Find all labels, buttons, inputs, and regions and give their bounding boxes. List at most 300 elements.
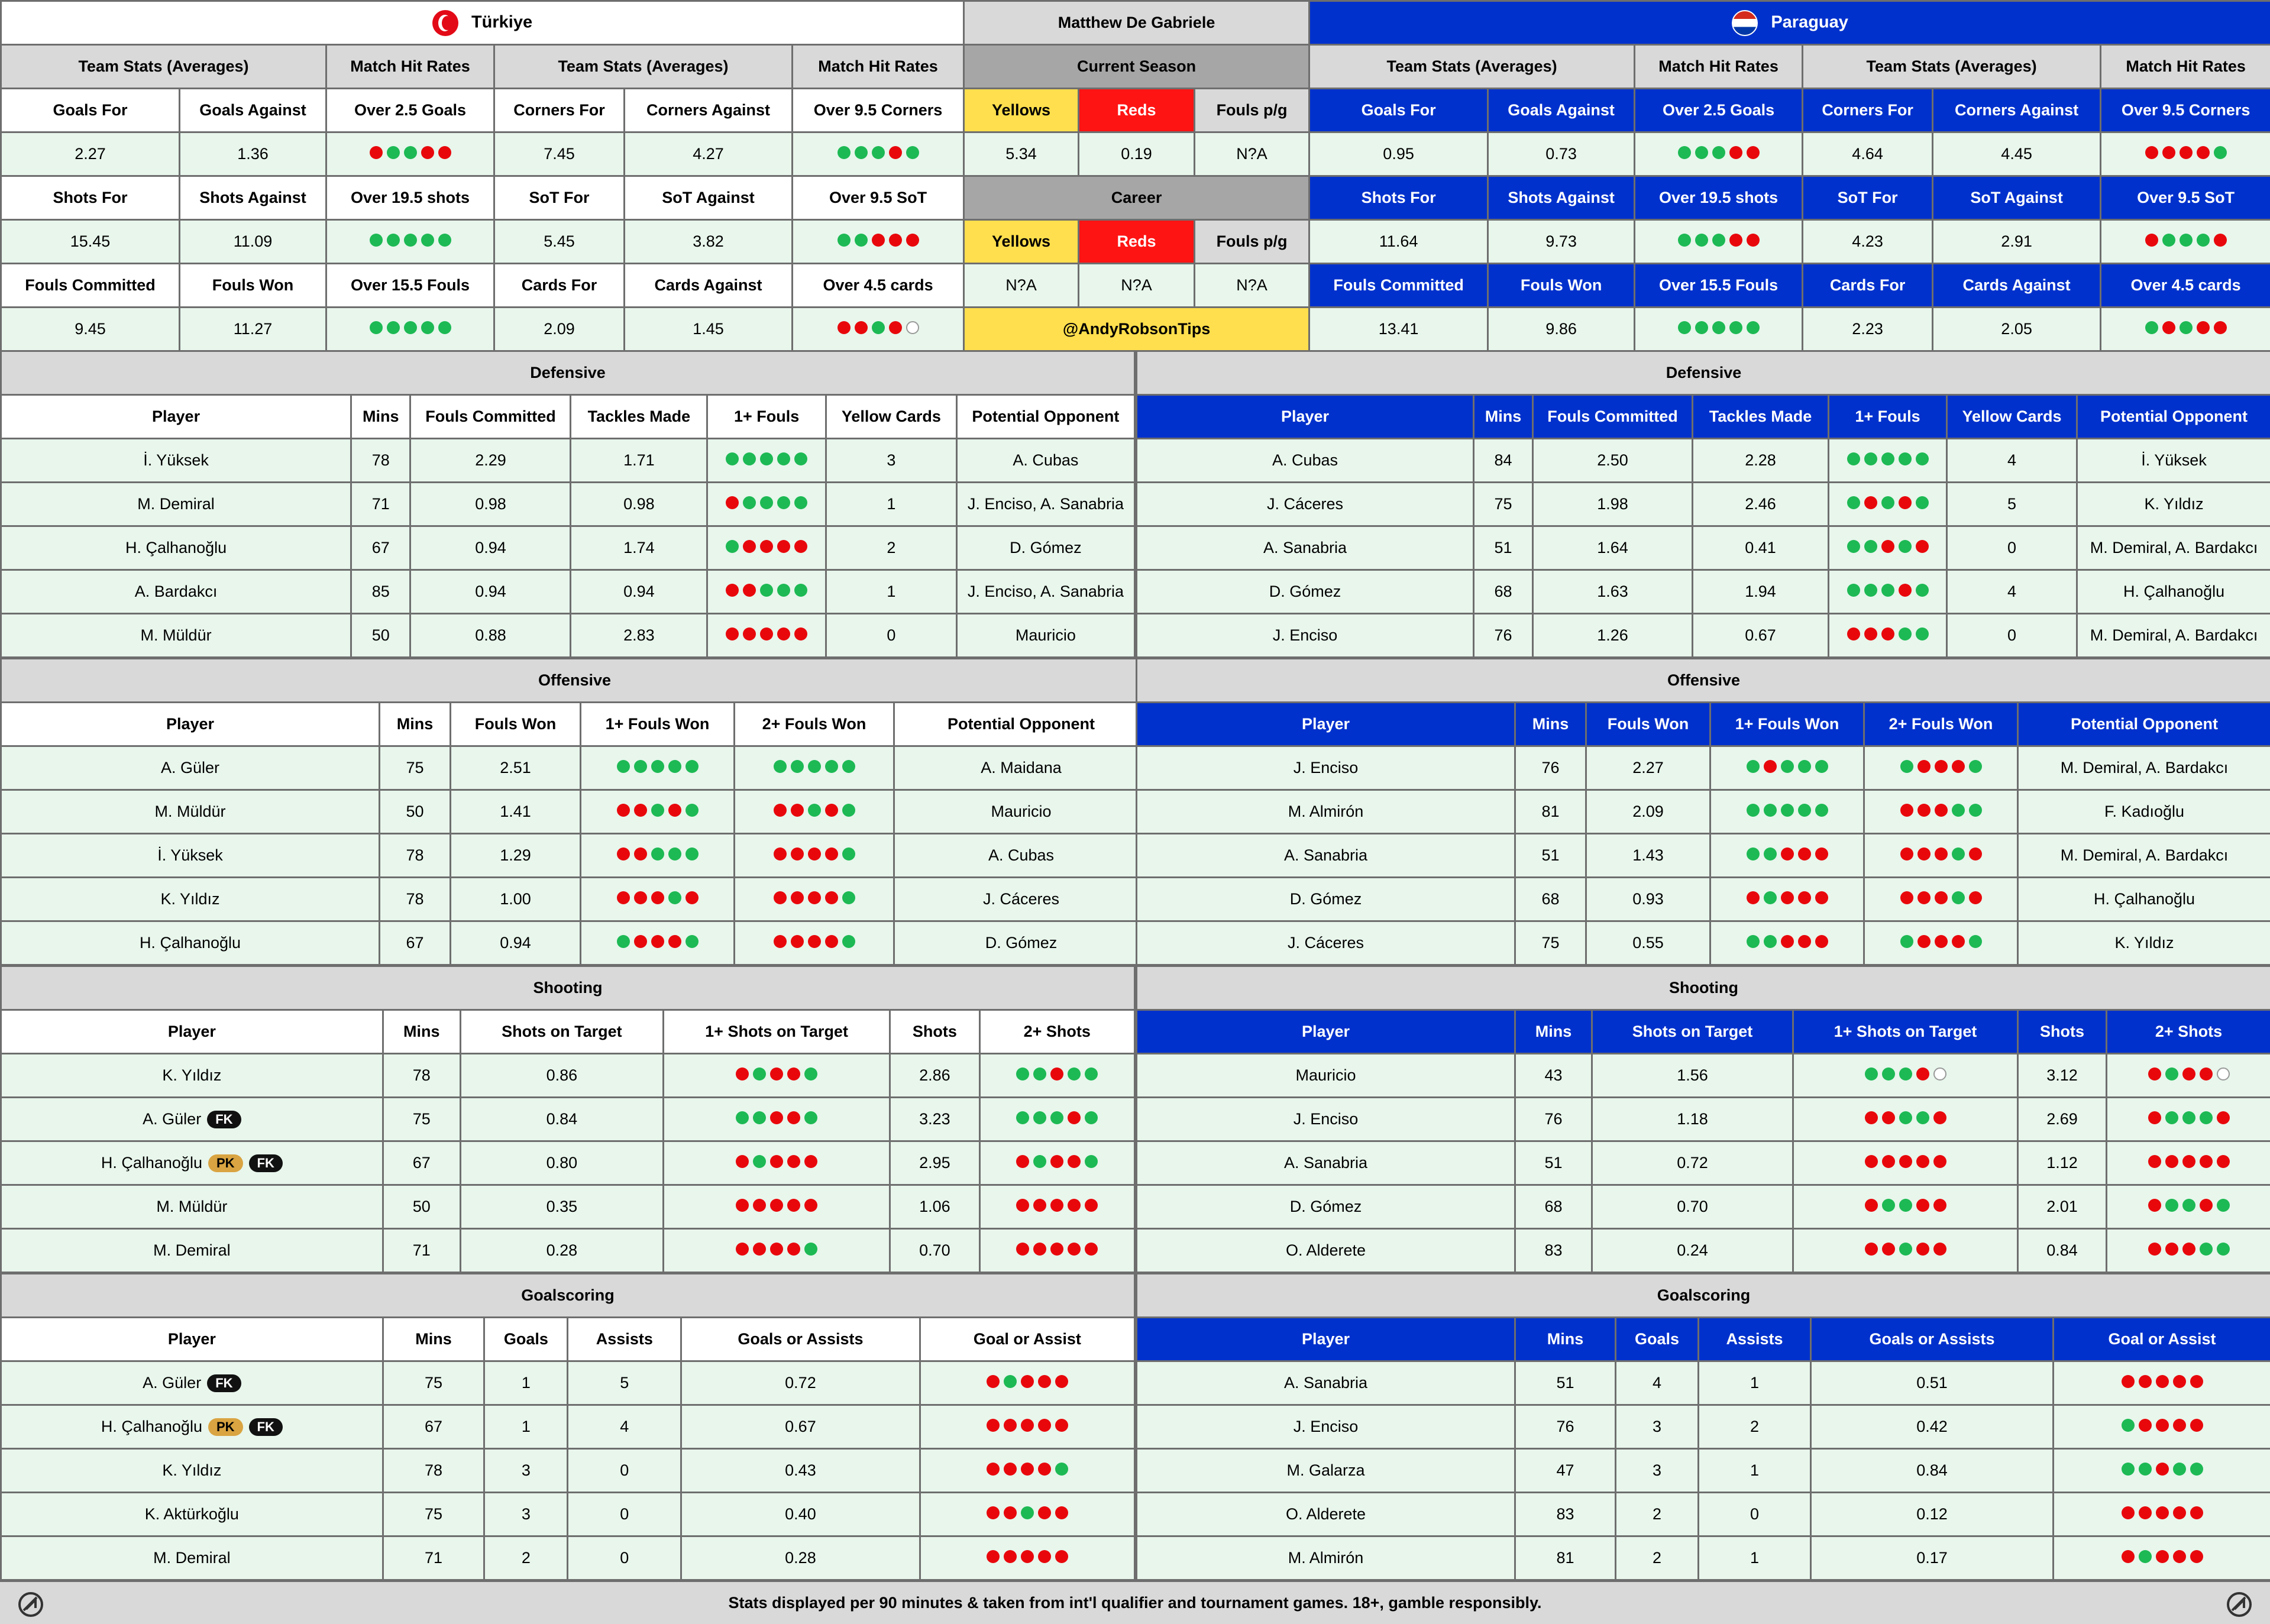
hit-rate-dots (726, 584, 807, 597)
away-stat-label: Fouls Won (1488, 264, 1635, 308)
red-dot (1068, 1155, 1081, 1168)
red-dot (1882, 1243, 1895, 1256)
red-dot (889, 146, 902, 159)
green-dot (1900, 760, 1913, 773)
hit-rate-dots (2145, 234, 2227, 247)
column-header: Shots on Target (1592, 1010, 1793, 1054)
red-dot (2173, 1419, 2186, 1432)
green-dot (1899, 1067, 1912, 1080)
green-dot (617, 935, 630, 948)
away-offensive-table (1136, 658, 2270, 966)
hit-rate-dots (617, 935, 699, 948)
green-dot (1881, 584, 1894, 597)
red-dot (1916, 1243, 1929, 1256)
turkiye-flag-icon (432, 10, 458, 36)
green-dot (791, 760, 804, 773)
stats-header-row (1, 264, 2270, 308)
column-header-row (1137, 703, 2270, 746)
player-name-cell: J. Cáceres (1137, 921, 1515, 965)
away-stat-value: 11.64 (1309, 220, 1488, 264)
table-row (1137, 1229, 2270, 1273)
red-dot (1900, 847, 1913, 860)
green-dot (777, 584, 790, 597)
red-dot (787, 1067, 800, 1080)
stat-cell: 68 (1515, 878, 1586, 921)
stat-cell: 67 (380, 921, 451, 965)
red-dot (2165, 1243, 2178, 1256)
stat-cell: 0.35 (460, 1185, 663, 1229)
table-row (1, 1449, 1135, 1493)
red-dot (1864, 627, 1877, 640)
green-dot (2180, 234, 2193, 247)
away-stat-value: 9.73 (1488, 220, 1635, 264)
column-header: Shots (2018, 1010, 2107, 1054)
player-name: A. Güler (143, 1373, 202, 1392)
green-dot (1882, 1067, 1895, 1080)
column-header: 1+ Shots on Target (1793, 1010, 2018, 1054)
player-name-cell: H. Çalhanoğlu (1, 921, 380, 965)
player-name-cell: D. Gómez (1137, 570, 1474, 614)
stat-cell (2107, 1185, 2270, 1229)
green-dot (1899, 1243, 1912, 1256)
table-row (1137, 1405, 2270, 1449)
stat-cell: 1.94 (1693, 570, 1829, 614)
away-stat-value: 4.64 (1803, 132, 1933, 176)
red-dot (770, 1243, 783, 1256)
section-title: Goalscoring (1, 1274, 1135, 1318)
green-dot (1899, 1111, 1912, 1124)
stat-cell: 0.12 (1811, 1493, 2054, 1536)
stat-cell: 0.84 (460, 1098, 663, 1141)
hit-rate-dots (1747, 760, 1828, 773)
hit-rate-dots (987, 1463, 1068, 1476)
stat-cell: 1.06 (890, 1185, 979, 1229)
stat-cell (979, 1185, 1134, 1229)
stat-cell: 83 (1515, 1229, 1592, 1273)
stat-cell (735, 746, 894, 790)
hit-rate-dots (1747, 804, 1828, 817)
column-header: 1+ Fouls Won (1710, 703, 1864, 746)
green-dot (1747, 804, 1760, 817)
table-row (1, 1361, 1135, 1405)
stat-cell: 3 (484, 1493, 568, 1536)
red-dot (787, 1111, 800, 1124)
section-title-row (1, 966, 1135, 1010)
green-dot (668, 847, 681, 860)
red-dot (1933, 1111, 1946, 1124)
player-name: O. Alderete (1285, 1505, 1366, 1523)
red-dot (2190, 1506, 2203, 1519)
stat-cell: 0.41 (1693, 526, 1829, 570)
player-name-cell (1137, 1098, 1515, 1141)
stat-cell: M. Demiral, A. Bardakcı (2077, 526, 2270, 570)
hit-rate-dots (2122, 1375, 2203, 1388)
green-dot (404, 146, 417, 159)
hit-rate-dots (2148, 1111, 2230, 1124)
away-stat-label: Fouls Committed (1309, 264, 1488, 308)
stat-cell (581, 921, 735, 965)
red-dot (1916, 540, 1929, 553)
home-stat-label: Fouls Won (180, 264, 326, 308)
table-row (1137, 878, 2270, 921)
stat-cell (2054, 1493, 2270, 1536)
green-dot (438, 234, 451, 247)
away-stat-value (1635, 132, 1803, 176)
red-dot (1747, 234, 1760, 247)
stat-cell: 50 (351, 614, 410, 658)
column-header-row (1, 703, 1149, 746)
column-header: Player (1137, 1318, 1515, 1361)
red-dot (1969, 891, 1982, 904)
stat-cell: 78 (380, 834, 451, 878)
green-dot (837, 146, 851, 159)
green-dot (1864, 584, 1877, 597)
column-header: Fouls Won (451, 703, 581, 746)
home-stat-label: Shots Against (180, 176, 326, 220)
red-dot (889, 321, 902, 334)
green-dot (370, 321, 383, 334)
stat-cell: 0.17 (1811, 1536, 2054, 1580)
red-dot (2182, 1155, 2195, 1168)
green-dot (794, 584, 807, 597)
hit-rate-dots (736, 1199, 817, 1212)
red-dot (2217, 1111, 2230, 1124)
home-stat-label: Over 9.5 SoT (793, 176, 964, 220)
hit-rate-dots (1847, 584, 1929, 597)
green-dot (2162, 234, 2175, 247)
player-name: H. Çalhanoğlu (101, 1417, 202, 1435)
red-dot (1729, 234, 1742, 247)
away-stat-label: Over 15.5 Fouls (1635, 264, 1803, 308)
hit-rate-dots (987, 1419, 1068, 1432)
red-dot (760, 627, 773, 640)
red-dot (1935, 935, 1948, 948)
column-header: 1+ Fouls Won (581, 703, 735, 746)
red-dot (1021, 1375, 1034, 1388)
red-dot (770, 1067, 783, 1080)
column-header: Mins (1474, 395, 1533, 439)
red-dot (1033, 1199, 1046, 1212)
home-stat-value: 3.82 (625, 220, 793, 264)
ref-yellows-label-career: Yellows (964, 220, 1079, 264)
away-hit-rates-label-2: Match Hit Rates (2101, 45, 2270, 89)
stat-cell: 3 (826, 439, 957, 483)
home-stat-value: 9.45 (1, 308, 180, 351)
table-row (1137, 746, 2270, 790)
green-dot (1952, 847, 1965, 860)
red-dot (1917, 935, 1931, 948)
home-stat-value: 1.45 (625, 308, 793, 351)
stat-cell: 0.93 (1586, 878, 1710, 921)
green-dot (842, 935, 855, 948)
stat-cell: 0.98 (571, 483, 707, 526)
section-title-row (1, 659, 1149, 703)
red-dot (770, 1111, 783, 1124)
red-dot (777, 540, 790, 553)
stat-cell (663, 1185, 890, 1229)
stat-cell (1864, 790, 2018, 834)
stat-cell (1793, 1185, 2018, 1229)
table-row (1137, 1449, 2270, 1493)
hit-rate-dots (1900, 760, 1982, 773)
stat-cell (1793, 1098, 2018, 1141)
table-row (1137, 526, 2270, 570)
red-dot (370, 146, 383, 159)
red-dot (1033, 1243, 1046, 1256)
red-dot (787, 1243, 800, 1256)
away-stat-label: Corners Against (1933, 89, 2101, 132)
column-header: Mins (1515, 1318, 1616, 1361)
red-dot (651, 935, 664, 948)
stat-cell: 2 (484, 1536, 568, 1580)
red-dot (617, 847, 630, 860)
table-row (1, 614, 1135, 658)
red-dot (787, 1199, 800, 1212)
green-dot (1695, 146, 1708, 159)
home-stat-value (326, 132, 494, 176)
hit-rate-dots (987, 1550, 1068, 1563)
column-header: Shots on Target (460, 1010, 663, 1054)
stat-cell (979, 1141, 1134, 1185)
green-dot (726, 452, 739, 465)
away-stat-value: 0.95 (1309, 132, 1488, 176)
green-dot (1847, 452, 1860, 465)
green-dot (2165, 1199, 2178, 1212)
stat-cell: 81 (1515, 790, 1586, 834)
red-dot (2190, 1550, 2203, 1563)
home-stat-value (793, 132, 964, 176)
stat-cell: 0.51 (1811, 1361, 2054, 1405)
stat-cell: 83 (1515, 1493, 1616, 1536)
stat-cell: Mauricio (894, 790, 1149, 834)
ref-career-yellows: N?A (964, 264, 1079, 308)
stat-cell: 67 (383, 1405, 484, 1449)
home-stat-label: Over 9.5 Corners (793, 89, 964, 132)
home-stat-label: Cards Against (625, 264, 793, 308)
red-dot (2156, 1550, 2169, 1563)
stat-cell: 3.12 (2018, 1054, 2107, 1098)
green-dot (1747, 760, 1760, 773)
red-dot (1798, 891, 1811, 904)
home-stat-label: SoT Against (625, 176, 793, 220)
green-dot (1033, 1111, 1046, 1124)
red-dot (1933, 1199, 1946, 1212)
player-name: K. Yıldız (162, 1461, 222, 1479)
player-name-cell (1137, 1493, 1515, 1536)
player-name-cell (1, 1185, 383, 1229)
player-name-cell: M. Müldür (1, 790, 380, 834)
green-dot (651, 804, 664, 817)
red-dot (1882, 1155, 1895, 1168)
red-dot (1068, 1199, 1081, 1212)
red-dot (1038, 1550, 1051, 1563)
hit-rate-dots (774, 935, 855, 948)
green-dot (743, 496, 756, 509)
red-dot (685, 891, 699, 904)
section-title-row (1, 1274, 1135, 1318)
column-header: Mins (1515, 703, 1586, 746)
stat-cell: 1 (1699, 1361, 1811, 1405)
home-stat-label: Corners For (494, 89, 625, 132)
away-stat-label: Cards For (1803, 264, 1933, 308)
green-dot (1764, 935, 1777, 948)
green-dot (651, 760, 664, 773)
red-dot (1900, 804, 1913, 817)
red-dot (837, 321, 851, 334)
hit-rate-dots (1865, 1155, 1946, 1168)
stat-cell (663, 1054, 890, 1098)
hit-rate-dots (2122, 1419, 2203, 1432)
player-name-cell (1137, 1185, 1515, 1229)
empty-dot (1933, 1067, 1946, 1080)
stat-cell: 0.98 (410, 483, 571, 526)
stat-cell (707, 526, 826, 570)
green-dot (872, 146, 885, 159)
away-stat-label: Goals Against (1488, 89, 1635, 132)
green-dot (1712, 146, 1725, 159)
away-defensive-table (1136, 350, 2270, 658)
red-dot (1016, 1155, 1029, 1168)
section-title: Shooting (1137, 966, 2270, 1010)
red-dot (889, 234, 902, 247)
column-header-row (1137, 1318, 2270, 1361)
stat-cell: 0 (1699, 1493, 1811, 1536)
hit-rate-dots (2145, 321, 2227, 334)
hit-rate-dots (837, 146, 919, 159)
stat-cell: 1.64 (1533, 526, 1693, 570)
red-dot (791, 891, 804, 904)
stat-cell: 2 (826, 526, 957, 570)
stat-cell: 2.27 (1586, 746, 1710, 790)
home-stat-value (326, 220, 494, 264)
stat-cell (2107, 1054, 2270, 1098)
green-dot (1712, 321, 1725, 334)
red-dot (668, 935, 681, 948)
player-name-cell: J. Enciso (1137, 746, 1515, 790)
stat-cell: 50 (383, 1185, 460, 1229)
table-row (1, 1054, 1135, 1098)
stat-cell: 50 (380, 790, 451, 834)
top-summary (0, 0, 2270, 350)
home-stat-value: 15.45 (1, 220, 180, 264)
red-dot (1781, 935, 1794, 948)
away-hit-rates-label: Match Hit Rates (1635, 45, 1803, 89)
stat-cell: 76 (1515, 746, 1586, 790)
red-dot (774, 935, 787, 948)
player-name: J. Enciso (1293, 1110, 1359, 1128)
red-dot (2148, 1199, 2161, 1212)
green-dot (2122, 1463, 2135, 1476)
home-stat-value: 7.45 (494, 132, 625, 176)
stat-cell: 68 (1515, 1185, 1592, 1229)
red-dot (2156, 1463, 2169, 1476)
column-header: Mins (380, 703, 451, 746)
stat-cell (735, 834, 894, 878)
hit-rate-dots (1678, 234, 1760, 247)
column-header: Shots (890, 1010, 979, 1054)
stat-cell: 81 (1515, 1536, 1616, 1580)
stat-cell (663, 1141, 890, 1185)
red-dot (2145, 234, 2158, 247)
table-row (1137, 614, 2270, 658)
hit-rate-dots (1747, 847, 1828, 860)
red-dot (1865, 1199, 1878, 1212)
stat-cell: 0 (826, 614, 957, 658)
stat-cell: 75 (1515, 921, 1586, 965)
away-stat-label: SoT For (1803, 176, 1933, 220)
player-name-cell: A. Güler (1, 746, 380, 790)
stat-cell: 78 (383, 1054, 460, 1098)
stat-cell (1864, 834, 2018, 878)
column-header: Player (1137, 703, 1515, 746)
column-header: Mins (351, 395, 410, 439)
green-dot (1764, 804, 1777, 817)
home-stat-value: 11.27 (180, 308, 326, 351)
green-dot (1916, 584, 1929, 597)
green-dot (1916, 452, 1929, 465)
green-dot (1969, 804, 1982, 817)
red-dot (791, 804, 804, 817)
player-name-cell: M. Demiral (1, 483, 351, 526)
column-header: Mins (383, 1010, 460, 1054)
green-dot (1952, 804, 1965, 817)
red-dot (770, 1155, 783, 1168)
stat-cell: J. Enciso, A. Sanabria (956, 483, 1134, 526)
red-dot (1038, 1375, 1051, 1388)
red-dot (1952, 760, 1965, 773)
away-team-header (1309, 1, 2270, 45)
stat-cell: F. Kadıoğlu (2018, 790, 2270, 834)
ref-yellows-label: Yellows (964, 89, 1079, 132)
red-dot (1900, 891, 1913, 904)
stat-cell: 5 (568, 1361, 681, 1405)
player-name-cell (1137, 1361, 1515, 1405)
section-title-row (1137, 659, 2270, 703)
stat-cell: 4 (1947, 570, 2077, 614)
red-dot (1917, 804, 1931, 817)
stat-cell: 0.55 (1586, 921, 1710, 965)
red-dot (726, 496, 739, 509)
table-row (1, 570, 1135, 614)
hit-rate-dots (987, 1375, 1068, 1388)
home-defensive-table (0, 350, 1136, 658)
player-name-cell (1, 1229, 383, 1273)
footer (0, 1580, 2270, 1624)
hit-rate-dots (370, 234, 451, 247)
section-title: Defensive (1, 351, 1135, 395)
away-stat-value (2101, 220, 2270, 264)
red-dot (634, 935, 647, 948)
column-header: Potential Opponent (956, 395, 1134, 439)
red-dot (855, 321, 868, 334)
stat-cell: H. Çalhanoğlu (2077, 570, 2270, 614)
red-dot (987, 1550, 1000, 1563)
green-dot (421, 234, 434, 247)
away-stat-value (2101, 132, 2270, 176)
green-dot (804, 1243, 817, 1256)
red-dot (1016, 1243, 1029, 1256)
stat-cell: 76 (1474, 614, 1533, 658)
green-dot (1016, 1111, 1029, 1124)
green-dot (837, 234, 851, 247)
hit-rate-dots (1678, 146, 1760, 159)
red-dot (1815, 847, 1828, 860)
column-header: Fouls Committed (1533, 395, 1693, 439)
green-dot (872, 321, 885, 334)
stat-cell (1829, 614, 1947, 658)
hit-rate-dots (617, 804, 699, 817)
green-dot (1764, 891, 1777, 904)
